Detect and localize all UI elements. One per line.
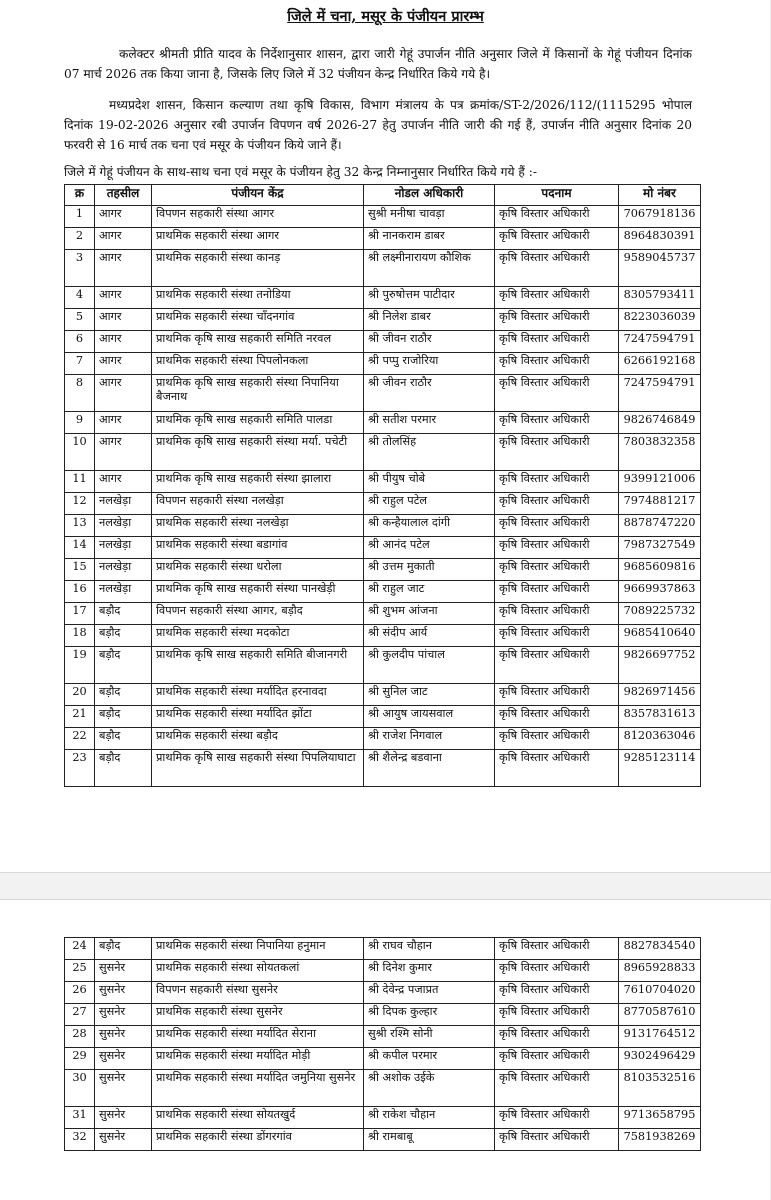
cell-designation: कृषि विस्तार अधिकारी (495, 728, 619, 750)
cell-center: प्राथमिक सहकारी संस्था निपानिया हनुमान (152, 938, 364, 960)
table-row (65, 1026, 701, 1048)
cell-center: प्राथमिक सहकारी संस्था सोयतखुर्द (152, 1107, 364, 1129)
cell-sn: 27 (65, 1004, 95, 1026)
table-row (65, 375, 701, 412)
cell-phone: 9826697752 (619, 647, 701, 684)
cell-center: विपणन सहकारी संस्था आगर, बड़ौद (152, 603, 364, 625)
cell-designation: कृषि विस्तार अधिकारी (495, 331, 619, 353)
header-center: पंजीयन केंद्र (152, 185, 364, 206)
cell-phone: 9285123114 (619, 750, 701, 787)
table-row (65, 750, 701, 787)
cell-designation: कृषि विस्तार अधिकारी (495, 603, 619, 625)
cell-designation: कृषि विस्तार अधिकारी (495, 750, 619, 787)
cell-tehsil: बड़ौद (95, 603, 152, 625)
cell-officer: श्री राहुल पटेल (364, 493, 495, 515)
cell-officer: श्री कपील परमार (364, 1048, 495, 1070)
cell-officer: सुश्री मनीषा चावड़ा (364, 206, 495, 228)
cell-tehsil: सुसनेर (95, 1026, 152, 1048)
table-body-page-2 (65, 938, 701, 1151)
table-row (65, 537, 701, 559)
cell-officer: श्री दिपक कुल्हार (364, 1004, 495, 1026)
table-row (65, 434, 701, 471)
table-row (65, 706, 701, 728)
cell-phone: 7803832358 (619, 434, 701, 471)
cell-center: प्राथमिक सहकारी संस्था चाँदनगांव (152, 309, 364, 331)
cell-officer: श्री संदीप आर्य (364, 625, 495, 647)
cell-designation: कृषि विस्तार अधिकारी (495, 960, 619, 982)
cell-phone: 8964830391 (619, 228, 701, 250)
header-officer: नोडल अधिकारी (364, 185, 495, 206)
cell-tehsil: नलखेड़ा (95, 515, 152, 537)
table-row (65, 228, 701, 250)
cell-phone: 9131764512 (619, 1026, 701, 1048)
cell-designation: कृषि विस्तार अधिकारी (495, 982, 619, 1004)
cell-center: प्राथमिक सहकारी संस्था मर्यादित हरनावदा (152, 684, 364, 706)
cell-tehsil: बड़ौद (95, 938, 152, 960)
cell-phone: 7581938269 (619, 1129, 701, 1151)
cell-sn: 3 (65, 250, 95, 287)
table-row (65, 250, 701, 287)
cell-center: विपणन सहकारी संस्था नलखेड़ा (152, 493, 364, 515)
cell-tehsil: सुसनेर (95, 1129, 152, 1151)
table-row (65, 559, 701, 581)
cell-center: प्राथमिक सहकारी संस्था आगर (152, 228, 364, 250)
document-title: जिले में चना, मसूर के पंजीयन प्रारम्भ (287, 8, 484, 25)
cell-officer: श्री कुलदीप पांचाल (364, 647, 495, 684)
cell-phone: 8770587610 (619, 1004, 701, 1026)
table-row (65, 493, 701, 515)
cell-center: प्राथमिक सहकारी संस्था बडागांव (152, 537, 364, 559)
cell-tehsil: आगर (95, 287, 152, 309)
cell-center: प्राथमिक सहकारी संस्था तनोडिया (152, 287, 364, 309)
cell-designation: कृषि विस्तार अधिकारी (495, 684, 619, 706)
cell-sn: 5 (65, 309, 95, 331)
cell-officer: सुश्री रश्मि सोनी (364, 1026, 495, 1048)
cell-tehsil: आगर (95, 434, 152, 471)
cell-center: प्राथमिक सहकारी संस्था बड़ौद (152, 728, 364, 750)
cell-designation: कृषि विस्तार अधिकारी (495, 515, 619, 537)
cell-designation: कृषि विस्तार अधिकारी (495, 1070, 619, 1107)
cell-center: प्राथमिक कृषि साख सहकारी समिति बीजानगरी (152, 647, 364, 684)
cell-sn: 20 (65, 684, 95, 706)
table-row (65, 1004, 701, 1026)
cell-tehsil: आगर (95, 309, 152, 331)
cell-tehsil: बड़ौद (95, 728, 152, 750)
cell-designation: कृषि विस्तार अधिकारी (495, 559, 619, 581)
cell-sn: 11 (65, 471, 95, 493)
cell-sn: 21 (65, 706, 95, 728)
table-row (65, 471, 701, 493)
cell-tehsil: आगर (95, 206, 152, 228)
cell-phone: 7089225732 (619, 603, 701, 625)
cell-sn: 22 (65, 728, 95, 750)
cell-designation: कृषि विस्तार अधिकारी (495, 625, 619, 647)
cell-sn: 17 (65, 603, 95, 625)
cell-sn: 26 (65, 982, 95, 1004)
cell-tehsil: सुसनेर (95, 982, 152, 1004)
cell-tehsil: बड़ौद (95, 706, 152, 728)
cell-sn: 1 (65, 206, 95, 228)
cell-designation: कृषि विस्तार अधिकारी (495, 287, 619, 309)
cell-designation: कृषि विस्तार अधिकारी (495, 938, 619, 960)
cell-officer: श्री अशोक उईके (364, 1070, 495, 1107)
cell-sn: 12 (65, 493, 95, 515)
cell-designation: कृषि विस्तार अधिकारी (495, 1026, 619, 1048)
page-gap (0, 872, 771, 900)
cell-officer: श्री राहुल जाट (364, 581, 495, 603)
cell-phone: 9826746849 (619, 412, 701, 434)
cell-officer: श्री जीवन राठौर (364, 331, 495, 353)
cell-officer: श्री पप्पु राजोरिया (364, 353, 495, 375)
table-row (65, 603, 701, 625)
cell-phone: 7610704020 (619, 982, 701, 1004)
table-row (65, 938, 701, 960)
table-row (65, 1107, 701, 1129)
cell-center: प्राथमिक सहकारी संस्था कानड़ (152, 250, 364, 287)
cell-tehsil: आगर (95, 412, 152, 434)
table-row (65, 287, 701, 309)
cell-designation: कृषि विस्तार अधिकारी (495, 537, 619, 559)
cell-center: प्राथमिक सहकारी संस्था मर्यादित मोड़ी (152, 1048, 364, 1070)
cell-tehsil: सुसनेर (95, 1107, 152, 1129)
table-row (65, 412, 701, 434)
cell-designation: कृषि विस्तार अधिकारी (495, 647, 619, 684)
cell-designation: कृषि विस्तार अधिकारी (495, 250, 619, 287)
cell-designation: कृषि विस्तार अधिकारी (495, 471, 619, 493)
header-tehsil: तहसील (95, 185, 152, 206)
cell-center: प्राथमिक सहकारी संस्था सुसनेर (152, 1004, 364, 1026)
cell-sn: 10 (65, 434, 95, 471)
cell-sn: 18 (65, 625, 95, 647)
cell-officer: श्री आनंद पटेल (364, 537, 495, 559)
cell-phone: 9685410640 (619, 625, 701, 647)
cell-phone: 8878747220 (619, 515, 701, 537)
cell-center: प्राथमिक सहकारी संस्था मर्यादित झोंटा (152, 706, 364, 728)
table-body-page-1 (65, 206, 701, 787)
cell-phone: 7247594791 (619, 375, 701, 412)
cell-designation: कृषि विस्तार अधिकारी (495, 706, 619, 728)
cell-officer: श्री पुरुषोत्तम पाटीदार (364, 287, 495, 309)
cell-tehsil: सुसनेर (95, 960, 152, 982)
cell-officer: श्री सुनिल जाट (364, 684, 495, 706)
cell-designation: कृषि विस्तार अधिकारी (495, 353, 619, 375)
cell-phone: 9399121006 (619, 471, 701, 493)
cell-tehsil: नलखेड़ा (95, 581, 152, 603)
cell-sn: 30 (65, 1070, 95, 1107)
cell-phone: 8305793411 (619, 287, 701, 309)
cell-officer: श्री आयुष जायसवाल (364, 706, 495, 728)
cell-officer: श्री शैलेन्द्र बडवाना (364, 750, 495, 787)
cell-officer: श्री तोलसिंह (364, 434, 495, 471)
cell-phone: 9713658795 (619, 1107, 701, 1129)
paragraph-1: कलेक्टर श्रीमती प्रीति यादव के निर्देशानुसार शासन, द्वारा जारी गेहूं उपार्जन नीति अनुसार जिले में किसानों के गेहूं पंजीयन दिनांक 07 मार्च 2026 तक किया जाना है, जिसके लिए जिले में 32 पंजीयन केन्द्र निर्धारित किये गये है। (64, 47, 692, 81)
cell-center: प्राथमिक सहकारी संस्था मदकोटा (152, 625, 364, 647)
cell-sn: 7 (65, 353, 95, 375)
cell-officer: श्री जीवन राठौर (364, 375, 495, 412)
cell-sn: 25 (65, 960, 95, 982)
table-row (65, 728, 701, 750)
table-row (65, 331, 701, 353)
cell-sn: 29 (65, 1048, 95, 1070)
cell-phone: 7247594791 (619, 331, 701, 353)
cell-center: विपणन सहकारी संस्था आगर (152, 206, 364, 228)
cell-center: प्राथमिक सहकारी संस्था मर्यादित सेराना (152, 1026, 364, 1048)
cell-tehsil: आगर (95, 250, 152, 287)
cell-center: प्राथमिक कृषि साख सहकारी समिति पालडा (152, 412, 364, 434)
cell-sn: 23 (65, 750, 95, 787)
header-sn: क्र (65, 185, 95, 206)
centers-table-continued (64, 937, 701, 1151)
cell-center: प्राथमिक कृषि साख सहकारी संस्था निपानिया बैजनाथ (152, 375, 364, 412)
cell-officer: श्री कन्हैयालाल दांगी (364, 515, 495, 537)
cell-officer: श्री रामबाबू (364, 1129, 495, 1151)
cell-designation: कृषि विस्तार अधिकारी (495, 1048, 619, 1070)
cell-designation: कृषि विस्तार अधिकारी (495, 375, 619, 412)
cell-tehsil: बड़ौद (95, 625, 152, 647)
cell-center: प्राथमिक कृषि साख सहकारी संस्था मर्या. पचेटी (152, 434, 364, 471)
cell-center: प्राथमिक सहकारी संस्था नलखेड़ा (152, 515, 364, 537)
cell-sn: 13 (65, 515, 95, 537)
cell-officer: श्री पीयुष चोबे (364, 471, 495, 493)
cell-sn: 2 (65, 228, 95, 250)
cell-center: विपणन सहकारी संस्था सुसनेर (152, 982, 364, 1004)
cell-center: प्राथमिक सहकारी संस्था धरोला (152, 559, 364, 581)
cell-sn: 8 (65, 375, 95, 412)
cell-designation: कृषि विस्तार अधिकारी (495, 434, 619, 471)
table-row (65, 647, 701, 684)
paragraph-2: मध्यप्रदेश शासन, किसान कल्याण तथा कृषि विकास, विभाग मंत्रालय के पत्र क्रमांक/ST-2/2026/112/(1115295 भोपाल दिनांक 19-02-2026 अनुसार रबी उपार्जन विपणन वर्ष 2026-27 हेतु उपार्जन नीति जारी की गई हैं, उपार्जन नीति अनुसार दिनांक 20 फरवरी से 16 मार्च तक चना एवं मसूर के पंजीयन किये जाने हैं। (64, 98, 692, 152)
cell-designation: कृषि विस्तार अधिकारी (495, 206, 619, 228)
cell-phone: 8357831613 (619, 706, 701, 728)
table-row (65, 581, 701, 603)
cell-center: प्राथमिक कृषि साख सहकारी संस्था झालारा (152, 471, 364, 493)
cell-tehsil: आगर (95, 331, 152, 353)
cell-tehsil: नलखेड़ा (95, 559, 152, 581)
cell-designation: कृषि विस्तार अधिकारी (495, 581, 619, 603)
cell-designation: कृषि विस्तार अधिकारी (495, 1107, 619, 1129)
cell-center: प्राथमिक कृषि साख सहकारी संस्था पानखेड़ी (152, 581, 364, 603)
cell-phone: 8965928833 (619, 960, 701, 982)
table-row (65, 960, 701, 982)
table-row (65, 982, 701, 1004)
cell-center: प्राथमिक कृषि साख सहकारी समिति नरवल (152, 331, 364, 353)
cell-designation: कृषि विस्तार अधिकारी (495, 228, 619, 250)
cell-officer: श्री दिनेश कुमार (364, 960, 495, 982)
cell-tehsil: बड़ौद (95, 647, 152, 684)
cell-phone: 7067918136 (619, 206, 701, 228)
cell-designation: कृषि विस्तार अधिकारी (495, 1129, 619, 1151)
cell-designation: कृषि विस्तार अधिकारी (495, 1004, 619, 1026)
cell-sn: 9 (65, 412, 95, 434)
cell-sn: 28 (65, 1026, 95, 1048)
cell-phone: 9302496429 (619, 1048, 701, 1070)
cell-phone: 8103532516 (619, 1070, 701, 1107)
cell-sn: 15 (65, 559, 95, 581)
cell-tehsil: आगर (95, 471, 152, 493)
table-row (65, 353, 701, 375)
cell-officer: श्री सतीश परमार (364, 412, 495, 434)
cell-sn: 4 (65, 287, 95, 309)
cell-phone: 7974881217 (619, 493, 701, 515)
cell-center: प्राथमिक कृषि साख सहकारी संस्था पिपलियाघाटा (152, 750, 364, 787)
cell-designation: कृषि विस्तार अधिकारी (495, 493, 619, 515)
cell-officer: श्री देवेन्द्र पजाप्रत (364, 982, 495, 1004)
cell-center: प्राथमिक सहकारी संस्था डोंगरगांव (152, 1129, 364, 1151)
cell-sn: 14 (65, 537, 95, 559)
cell-tehsil: सुसनेर (95, 1004, 152, 1026)
cell-phone: 6266192168 (619, 353, 701, 375)
table-row (65, 1070, 701, 1107)
cell-phone: 9669937863 (619, 581, 701, 603)
header-designation: पदनाम (495, 185, 619, 206)
cell-phone: 9589045737 (619, 250, 701, 287)
paragraph-3: जिले में गेहूं पंजीयन के साथ-साथ चना एवं मसूर के पंजीयन हेतु 32 केन्द्र निम्नानुसार निर्धारित किये गये हैं :- (64, 165, 537, 179)
cell-sn: 24 (65, 938, 95, 960)
centers-table (64, 184, 701, 787)
cell-tehsil: आगर (95, 375, 152, 412)
table-row (65, 1129, 701, 1151)
cell-tehsil: बड़ौद (95, 750, 152, 787)
cell-officer: श्री राकेश चौहान (364, 1107, 495, 1129)
cell-officer: श्री राजेश निगवाल (364, 728, 495, 750)
cell-officer: श्री उत्तम मुकाती (364, 559, 495, 581)
cell-center: प्राथमिक सहकारी संस्था पिपलोनकला (152, 353, 364, 375)
header-phone: मो नंबर (619, 185, 701, 206)
cell-sn: 6 (65, 331, 95, 353)
cell-officer: श्री निलेश डाबर (364, 309, 495, 331)
cell-tehsil: आगर (95, 353, 152, 375)
cell-designation: कृषि विस्तार अधिकारी (495, 309, 619, 331)
cell-sn: 31 (65, 1107, 95, 1129)
table-row (65, 684, 701, 706)
cell-tehsil: नलखेड़ा (95, 537, 152, 559)
cell-tehsil: बड़ौद (95, 684, 152, 706)
table-row (65, 515, 701, 537)
table-row (65, 206, 701, 228)
cell-phone: 8223036039 (619, 309, 701, 331)
cell-phone: 9685609816 (619, 559, 701, 581)
cell-sn: 19 (65, 647, 95, 684)
table-header-row (65, 185, 701, 206)
cell-tehsil: सुसनेर (95, 1070, 152, 1107)
cell-center: प्राथमिक सहकारी संस्था सोयतकलां (152, 960, 364, 982)
cell-tehsil: आगर (95, 228, 152, 250)
cell-tehsil: सुसनेर (95, 1048, 152, 1070)
cell-officer: श्री लक्ष्मीनारायण कौशिक (364, 250, 495, 287)
cell-phone: 8120363046 (619, 728, 701, 750)
cell-sn: 32 (65, 1129, 95, 1151)
cell-phone: 9826971456 (619, 684, 701, 706)
cell-sn: 16 (65, 581, 95, 603)
table-row (65, 309, 701, 331)
cell-phone: 8827834540 (619, 938, 701, 960)
cell-officer: श्री राघव चौहान (364, 938, 495, 960)
cell-phone: 7987327549 (619, 537, 701, 559)
cell-officer: श्री शुभम आंजना (364, 603, 495, 625)
cell-designation: कृषि विस्तार अधिकारी (495, 412, 619, 434)
table-row (65, 1048, 701, 1070)
cell-center: प्राथमिक सहकारी संस्था मर्यादित जमुनिया सुसनेर (152, 1070, 364, 1107)
cell-tehsil: नलखेड़ा (95, 493, 152, 515)
cell-officer: श्री नानकराम डाबर (364, 228, 495, 250)
table-row (65, 625, 701, 647)
